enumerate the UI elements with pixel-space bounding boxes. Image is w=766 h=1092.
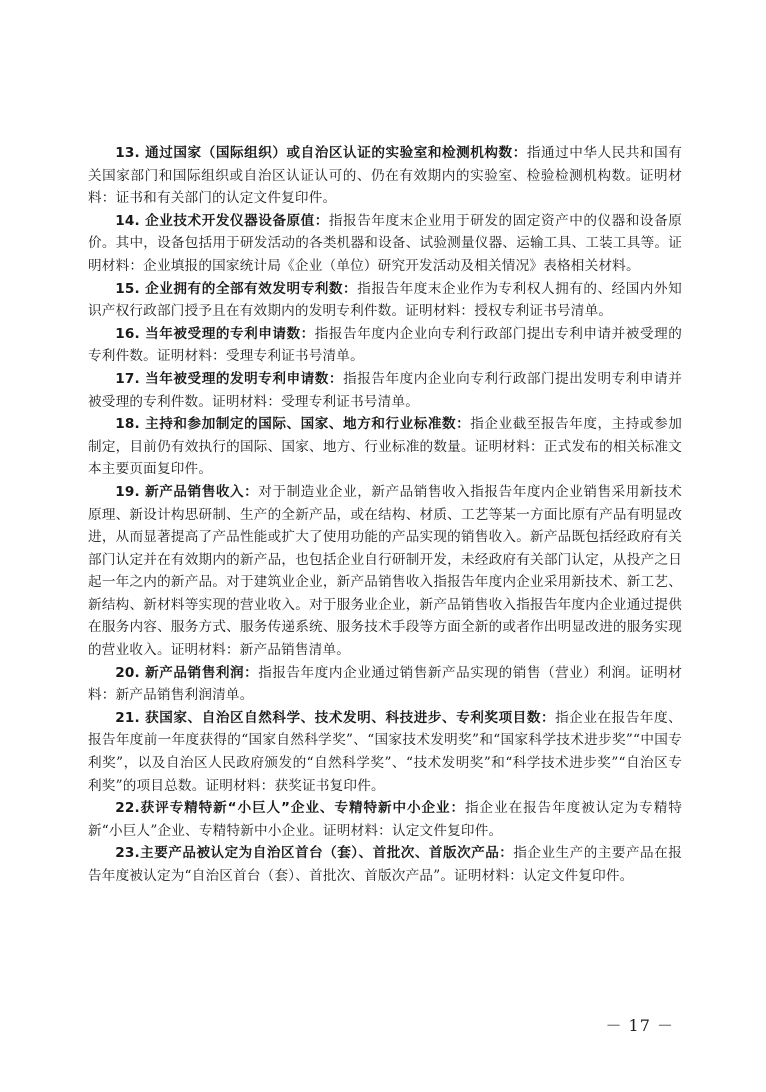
- item-term: 21. 获国家、自治区自然科学、技术发明、科技进步、专利奖项目数：: [115, 709, 556, 726]
- item-text: 指企业在报告年度被认定为专精特新“小巨人”企业、专精特新中小企业。证明材料：认定文件复印件。: [88, 800, 683, 839]
- item-term: 14. 企业技术开发仪器设备原值：: [115, 212, 329, 229]
- item-text: 指报告年度内企业向专利行政部门提出专利申请并被受理的专利件数。证明材料：受理专利证书号清单。: [88, 325, 683, 365]
- item-text: 对于制造业企业，新产品销售收入指报告年度内企业销售采用新技术原理、新设计构思研制、生产的全新产品，或在结构、材质、工艺等某一方面比原有产品有明显改进，从而显著提高了产品性能或扩大了使用功能的产品实现的销售收入。新产品既包括经政府有关部门认定并在有效期内的新产品，也包括企业自行研制开发，未经政府有关部门认定，从投产之日起一年之内的新产品。对于建筑业企业，新产品销售收入指报告年度内企业采用新技术、新工艺、新结构、新材料等实现的营业收入。对于服务业企业，新产品销售收入指报告年度内企业通过提供在服务内容、服务方式、服务传递系统、服务技术手段等方面全新的或者作出明显改进的服务实现的营业收入。证明材料：新产品销售清单。: [88, 483, 683, 659]
- item-term: 16. 当年被受理的专利申请数：: [115, 325, 315, 342]
- item-text: 指报告年度末企业用于研发的固定资产中的仪器和设备原价。其中，设备包括用于研发活动的各类机器和设备、试验测量仪器、运输工具、工装工具等。证明材料：企业填报的国家统计局《企业（单位）研究开发活动及相关情况》表格相关材料。: [88, 212, 682, 274]
- item-term: 15. 企业拥有的全部有效发明专利数：: [115, 280, 358, 297]
- item-term: 13. 通过国家（国际组织）或自治区认证的实验室和检测机构数：: [115, 145, 527, 161]
- item-text: 指通过中华人民共和国有关国家部门和国际组织或自治区认证认可的、仍在有效期内的实验室、检验检测机构数。证明材料：证书和有关部门的认定文件复印件。: [88, 145, 683, 207]
- list-item: [88, 797, 682, 842]
- list-item: [88, 662, 682, 707]
- item-text: 指企业截至报告年度，主持或参加制定，目前仍有效执行的国际、国家、地方、行业标准的数量。证明材料：正式发布的相关标准文本主要页面复印件。: [88, 416, 683, 478]
- item-term: 20. 新产品销售利润：: [115, 664, 259, 681]
- item-term: 22.获评专精特新“小巨人”企业、专精特新中小企业：: [115, 800, 466, 817]
- list-item: [88, 278, 682, 323]
- list-item: [88, 323, 682, 368]
- item-text: 指报告年度末企业作为专利权人拥有的、经国内外知识产权行政部门授予且在有效期内的发明专利件数。证明材料：授权专利证书号清单。: [88, 280, 682, 320]
- list-item: [88, 481, 682, 662]
- item-term: 18. 主持和参加制定的国际、国家、地方和行业标准数：: [115, 416, 471, 433]
- item-text: 指报告年度内企业向专利行政部门提出发明专利申请并被受理的专利件数。证明材料：受理专利证书号清单。: [88, 370, 682, 410]
- list-item: [88, 842, 682, 887]
- item-term: 17. 当年被受理的发明专利申请数：: [115, 370, 344, 387]
- item-term: 23.主要产品被认定为自治区首台（套）、首批次、首版次产品：: [115, 845, 514, 862]
- item-text: 指企业在报告年度、报告年度前一年度获得的“国家自然科学奖”、“国家技术发明奖”和“国家科学技术进步奖”“中国专利奖”，以及自治区人民政府颁发的“自然科学奖”、“技术发明奖”和“科学技术进步奖”“自治区专利奖”的项目总数。证明材料：获奖证书复印件。: [88, 709, 682, 794]
- list-item: [88, 707, 682, 797]
- page-number: － 17 －: [605, 1016, 674, 1035]
- item-text: 指企业生产的主要产品在报告年度被认定为“自治区首台（套）、首批次、首版次产品”。证明材料：认定文件复印件。: [88, 845, 682, 884]
- item-text: 指报告年度内企业通过销售新产品实现的销售（营业）利润。证明材料：新产品销售利润清单。: [88, 664, 683, 704]
- list-item: [88, 368, 682, 413]
- list-item: [88, 142, 682, 210]
- list-item: [88, 413, 682, 481]
- document-body: [88, 142, 682, 888]
- list-item: [88, 210, 682, 278]
- item-term: 19. 新产品销售收入：: [115, 483, 259, 500]
